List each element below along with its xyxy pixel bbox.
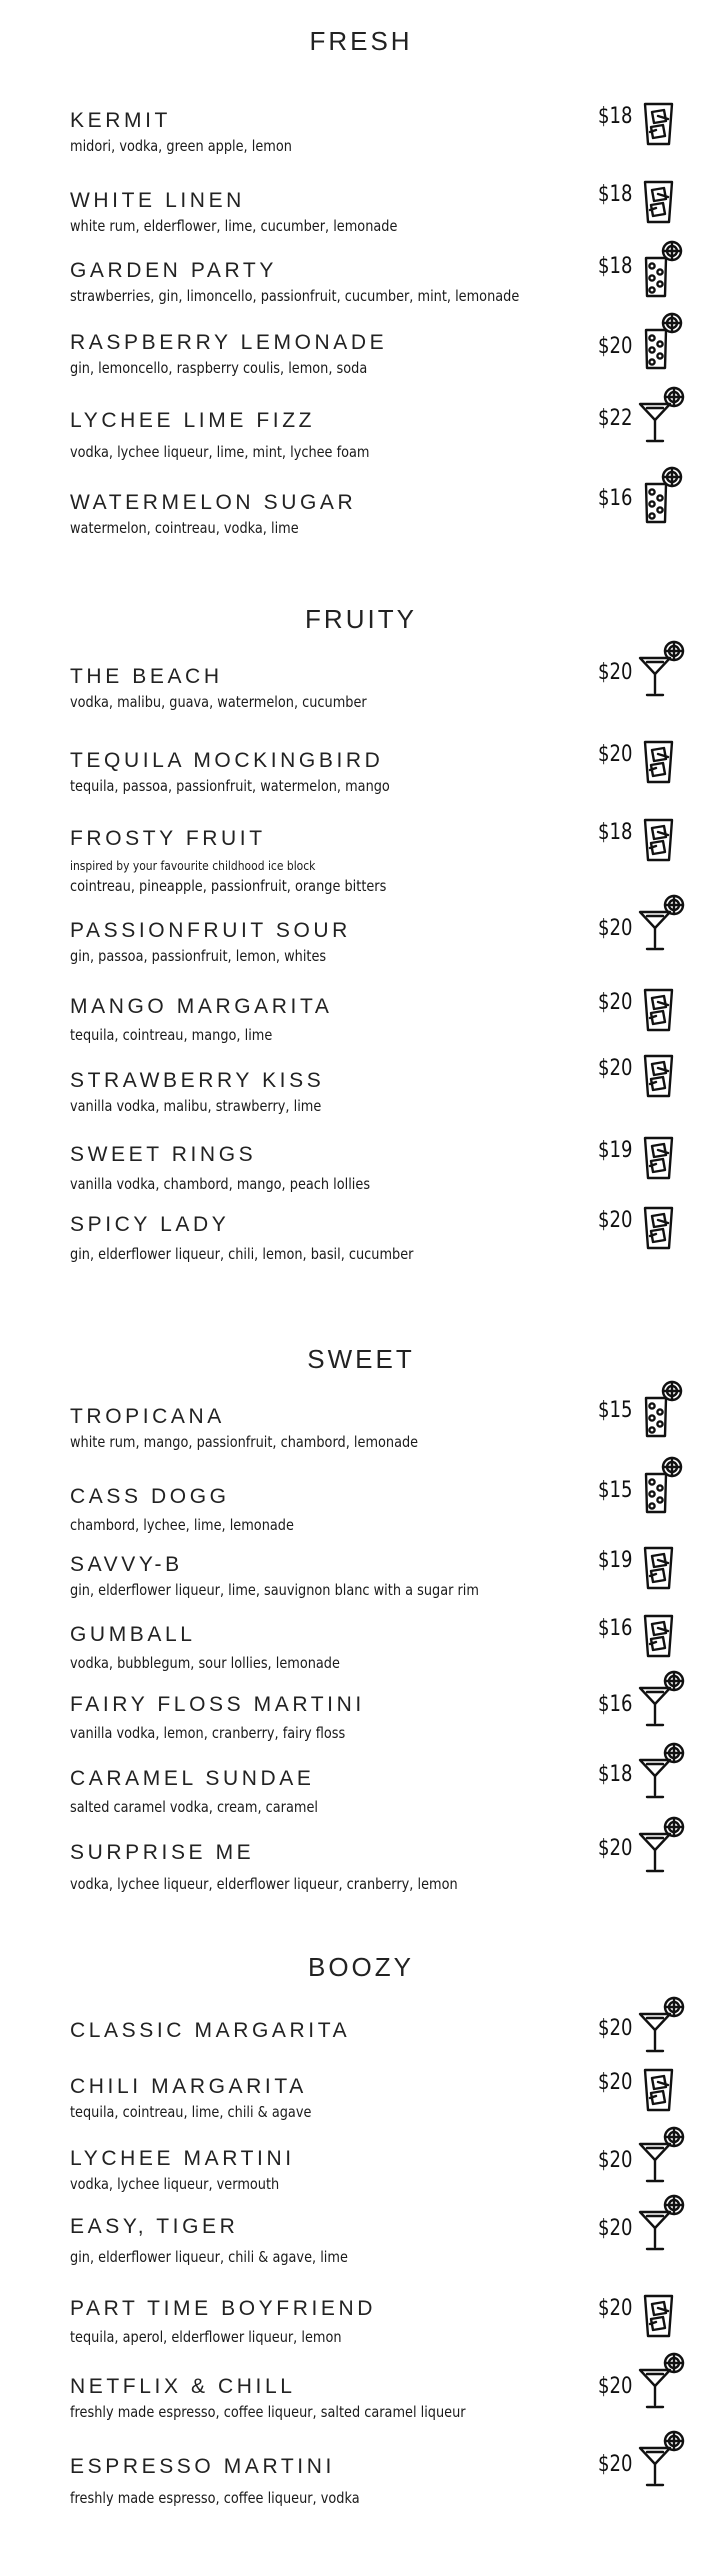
rocks-glass-icon [636, 1046, 686, 1104]
rocks-glass-icon [636, 1128, 686, 1186]
item-price: $20 [598, 2016, 633, 2041]
item-name: LYCHEE MARTINI [70, 2147, 295, 2170]
item-name: STRAWBERRY KISS [70, 1069, 325, 1092]
item-name: SURPRISE ME [70, 1841, 255, 1864]
rocks-glass-icon [636, 1606, 686, 1664]
menu-item-tequila-mockingbird [70, 748, 630, 796]
menu-item-netflix-and-chill [70, 2374, 633, 2422]
item-price: $20 [598, 990, 633, 1015]
item-price: $20 [598, 1836, 633, 1861]
menu-item-savvy-b [70, 1552, 630, 1600]
item-price: $18 [598, 1762, 633, 1787]
menu-item-surprise-me [70, 1840, 630, 1894]
item-price: $20 [598, 742, 633, 767]
menu-item-espresso-martini [70, 2452, 633, 2508]
item-name: CARAMEL SUNDAE [70, 1767, 315, 1790]
martini-glass-icon [636, 1670, 686, 1728]
item-name: MANGO MARGARITA [70, 995, 333, 1018]
martini-glass-icon [636, 386, 686, 444]
martini-glass-icon [636, 2126, 686, 2184]
item-desc: strawberries, gin, limoncello, passionfruit, cucumber, mint, lemonade [70, 287, 520, 305]
item-name: GUMBALL [70, 1623, 196, 1646]
martini-glass-icon [636, 2194, 686, 2252]
item-name: LYCHEE LIME FIZZ [70, 409, 316, 432]
rocks-glass-icon [636, 1538, 686, 1596]
item-price: $15 [598, 1398, 633, 1423]
item-name: SPICY LADY [70, 1213, 230, 1236]
menu-item-easy-tiger [70, 2214, 633, 2267]
item-name: PASSIONFRUIT SOUR [70, 919, 351, 942]
item-desc: vodka, lychee liqueur, lime, mint, lychee foam [70, 443, 370, 461]
item-desc: vodka, lychee liqueur, vermouth [70, 2175, 280, 2193]
item-price: $20 [598, 2452, 633, 2477]
menu-item-fairy-floss-martini [70, 1692, 633, 1743]
item-desc: freshly made espresso, coffee liqueur, salted caramel liqueur [70, 2403, 466, 2421]
section-title-fresh: FRESH [309, 26, 413, 56]
item-name: RASPBERRY LEMONADE [70, 331, 388, 354]
item-price: $16 [598, 1616, 633, 1641]
martini-glass-icon [636, 1996, 686, 2054]
item-name: SWEET RINGS [70, 1143, 257, 1166]
item-price: $20 [598, 334, 633, 359]
rocks-glass-icon [636, 732, 686, 790]
item-name: EASY, TIGER [70, 2215, 239, 2238]
menu-item-passionfruit-sour [70, 916, 633, 966]
item-price: $18 [598, 182, 633, 207]
item-desc: gin, lemoncello, raspberry coulis, lemon, soda [70, 359, 368, 377]
item-desc: gin, elderflower liqueur, lime, sauvignon blanc with a sugar rim [70, 1581, 479, 1599]
item-price: $20 [598, 2374, 633, 2399]
martini-glass-icon [636, 894, 686, 952]
item-desc: white rum, mango, passionfruit, chambord, lemonade [70, 1433, 419, 1451]
rocks-glass-icon [636, 2286, 686, 2344]
item-price: $20 [598, 2148, 633, 2173]
item-price: $18 [598, 254, 633, 279]
item-desc: vanilla vodka, chambord, mango, peach lollies [70, 1175, 371, 1193]
rocks-glass-icon [636, 94, 686, 152]
item-price: $18 [598, 820, 633, 845]
menu-item-sweet-rings [70, 1142, 630, 1194]
item-desc: watermelon, cointreau, vodka, lime [70, 519, 299, 537]
section-title-sweet: SWEET [307, 1344, 415, 1374]
item-desc: vodka, lychee liqueur, elderflower liqueur, cranberry, lemon [70, 1875, 458, 1893]
item-desc: gin, elderflower liqueur, chili, lemon, basil, cucumber [70, 1245, 414, 1263]
item-desc: vanilla vodka, lemon, cranberry, fairy floss [70, 1724, 346, 1742]
item-price: $18 [598, 104, 633, 129]
item-desc: tequila, cointreau, lime, chili & agave [70, 2103, 312, 2121]
item-name: TROPICANA [70, 1405, 225, 1428]
rocks-glass-icon [636, 2060, 686, 2118]
menu-item-caramel-sundae [70, 1766, 630, 1817]
item-name: PART TIME BOYFRIEND [70, 2297, 377, 2320]
section-title-boozy: BOOZY [307, 1952, 414, 1982]
item-desc: gin, passoa, passionfruit, lemon, whites [70, 947, 327, 965]
item-desc: vanilla vodka, malibu, strawberry, lime [70, 1097, 322, 1115]
item-name: FAIRY FLOSS MARTINI [70, 1693, 365, 1716]
highball-glass-icon [636, 466, 686, 524]
menu-item-gumball [70, 1622, 630, 1673]
martini-glass-icon [636, 640, 686, 698]
item-desc: midori, vodka, green apple, lemon [70, 137, 292, 155]
highball-glass-icon [636, 312, 686, 370]
item-price: $20 [598, 2216, 633, 2241]
item-desc: white rum, elderflower, lime, cucumber, lemonade [70, 217, 398, 235]
highball-glass-icon [636, 1380, 686, 1438]
menu-item-cass-dogg [70, 1484, 630, 1535]
item-name: CASS DOGG [70, 1485, 230, 1508]
menu-item-raspberry-lemonade [70, 330, 633, 378]
item-name: ESPRESSO MARTINI [70, 2455, 335, 2478]
rocks-glass-icon [636, 172, 686, 230]
item-name: WHITE LINEN [70, 189, 245, 212]
item-desc: gin, elderflower liqueur, chili & agave, lime [70, 2248, 348, 2266]
item-name: FROSTY FRUIT [70, 827, 266, 850]
martini-glass-icon [636, 2352, 686, 2410]
item-price: $16 [598, 1692, 633, 1717]
item-name: TEQUILA MOCKINGBIRD [70, 749, 384, 772]
item-name: CLASSIC MARGARITA [70, 2019, 351, 2042]
item-desc: tequila, aperol, elderflower liqueur, lemon [70, 2328, 342, 2346]
item-desc: cointreau, pineapple, passionfruit, orange bitters [70, 877, 387, 895]
menu-item-classic-margarita [70, 2016, 633, 2044]
item-name: KERMIT [70, 109, 171, 132]
menu-item-part-time-boyfriend [70, 2296, 633, 2347]
item-price: $20 [598, 660, 633, 685]
item-desc: freshly made espresso, coffee liqueur, vodka [70, 2489, 360, 2507]
martini-glass-icon [636, 2430, 686, 2488]
item-desc: tequila, passoa, passionfruit, watermelon, mango [70, 777, 390, 795]
item-desc: salted caramel vodka, cream, caramel [70, 1798, 318, 1816]
item-note: inspired by your favourite childhood ice block [70, 858, 316, 873]
menu-item-lychee-lime-fizz [70, 406, 633, 462]
item-price: $20 [598, 2070, 633, 2095]
menu-item-frosty-fruit [70, 826, 630, 896]
menu-item-watermelon-sugar [70, 490, 630, 538]
rocks-glass-icon [636, 1198, 686, 1256]
item-price: $15 [598, 1478, 633, 1503]
menu-item-the-beach [70, 664, 630, 712]
item-name: SAVVY-B [70, 1553, 183, 1576]
item-name: GARDEN PARTY [70, 259, 277, 282]
section-title-fruity: FRUITY [305, 604, 417, 634]
menu-item-tropicana [70, 1404, 630, 1452]
menu-item-kermit [70, 108, 630, 156]
item-desc: vodka, bubblegum, sour lollies, lemonade [70, 1654, 340, 1672]
item-desc: tequila, cointreau, mango, lime [70, 1026, 273, 1044]
item-name: WATERMELON SUGAR [70, 491, 357, 514]
menu-item-mango-margarita [70, 994, 630, 1045]
menu-item-chili-margarita [70, 2074, 630, 2122]
item-price: $22 [598, 406, 633, 431]
menu-item-white-linen [70, 188, 630, 236]
item-price: $16 [598, 486, 633, 511]
item-desc: vodka, malibu, guava, watermelon, cucumber [70, 693, 367, 711]
menu-item-garden-party [70, 258, 630, 306]
item-price: $20 [598, 2296, 633, 2321]
martini-glass-icon [636, 1742, 686, 1800]
rocks-glass-icon [636, 980, 686, 1038]
item-name: NETFLIX & CHILL [70, 2375, 296, 2398]
item-price: $20 [598, 916, 633, 941]
item-price: $20 [598, 1056, 633, 1081]
menu-item-spicy-lady [70, 1212, 630, 1264]
highball-glass-icon [636, 1456, 686, 1514]
martini-glass-icon [636, 1816, 686, 1874]
item-price: $19 [598, 1138, 633, 1163]
item-price: $19 [598, 1548, 633, 1573]
highball-glass-icon [636, 240, 686, 298]
rocks-glass-icon [636, 810, 686, 868]
item-name: CHILI MARGARITA [70, 2075, 307, 2098]
item-price: $20 [598, 1208, 633, 1233]
menu-item-strawberry-kiss [70, 1068, 630, 1116]
item-desc: chambord, lychee, lime, lemonade [70, 1516, 294, 1534]
item-name: THE BEACH [70, 665, 223, 688]
menu-item-lychee-martini [70, 2146, 633, 2194]
